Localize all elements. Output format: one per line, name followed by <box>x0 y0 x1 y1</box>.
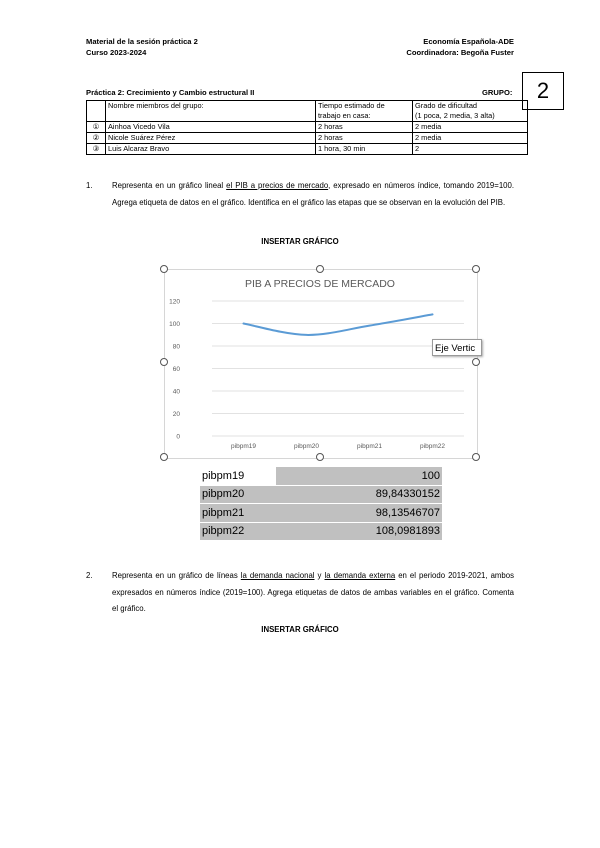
member-time[interactable]: 1 hora, 30 min <box>316 144 413 155</box>
member-difficulty[interactable]: 2 <box>413 144 528 155</box>
question-2-mid: y <box>314 571 325 580</box>
data-label[interactable]: pibpm20 <box>200 485 276 504</box>
data-value[interactable]: 100 <box>276 467 442 485</box>
resize-handle-top-right[interactable] <box>472 265 480 273</box>
header-course: Curso 2023-2024 <box>86 48 147 57</box>
members-table <box>86 100 528 155</box>
data-value[interactable]: 108,0981893 <box>276 522 442 541</box>
table-row <box>200 522 442 541</box>
member-name[interactable]: Luis Alcaraz Bravo <box>106 144 316 155</box>
table-row <box>87 133 528 144</box>
question-2-post: en el periodo 2019-2021, ambos expresados en números índice (2019=100). Agrega etiquetas de datos de ambas variables en el gráfico. Comenta el gráfico. <box>112 571 514 613</box>
question-1-pre: Representa en un gráfico lineal <box>112 181 227 190</box>
header-name-cell: Nombre miembros del grupo: <box>106 101 316 122</box>
data-label[interactable]: pibpm19 <box>200 467 276 485</box>
header-number-cell <box>87 101 106 122</box>
data-value[interactable]: 98,13546707 <box>276 504 442 523</box>
y-tick-label: 20 <box>172 411 180 418</box>
header-time-cell <box>316 101 413 122</box>
row-number: ③ <box>87 144 106 155</box>
data-label[interactable]: pibpm21 <box>200 504 276 523</box>
table-row <box>200 504 442 523</box>
chart-x-ticks <box>231 443 445 450</box>
members-header-row <box>87 101 528 122</box>
resize-handle-middle-right[interactable] <box>472 358 480 366</box>
row-number: ② <box>87 133 106 144</box>
y-tick-label: 60 <box>172 366 180 373</box>
member-time[interactable]: 2 horas <box>316 122 413 133</box>
resize-handle-bottom-middle[interactable] <box>316 453 324 461</box>
question-2-underline-2: la demanda externa <box>324 571 396 580</box>
question-2-underline-1: la demanda nacional <box>240 571 315 580</box>
header-difficulty-line2: (1 poca, 2 media, 3 alta) <box>415 111 495 120</box>
chart-series-pib[interactable] <box>244 314 433 335</box>
header-difficulty-cell <box>413 101 528 122</box>
y-tick-label: 100 <box>169 321 180 328</box>
x-tick-label: pibpm20 <box>294 443 319 450</box>
resize-handle-top-left[interactable] <box>160 265 168 273</box>
header-subject: Economía Española-ADE <box>423 37 514 46</box>
header-coordinator: Coordinadora: Begoña Fuster <box>406 48 514 57</box>
y-tick-label: 40 <box>172 388 180 396</box>
question-1-post: , expresado en números índice, tomando 2019=100. Agrega etiqueta de datos en el gráfico. Identifica en el gráfico las etapas que se observan en la evolución del PIB. <box>112 181 514 207</box>
question-2 <box>86 568 514 618</box>
y-tick-label: 80 <box>172 343 180 351</box>
resize-handle-bottom-left[interactable] <box>160 453 168 461</box>
member-name[interactable]: Nicole Suárez Pérez <box>106 133 316 144</box>
data-value[interactable]: 89,84330152 <box>276 485 442 504</box>
table-row <box>87 144 528 155</box>
header-left <box>86 36 198 58</box>
table-row <box>87 122 528 133</box>
chart-title: PIB A PRECIOS DE MERCADO <box>245 278 395 290</box>
series-line-pib[interactable] <box>244 314 433 335</box>
member-difficulty[interactable]: 2 media <box>413 133 528 144</box>
chart-y-ticks <box>169 299 180 441</box>
x-tick-label: pibpm21 <box>357 443 382 450</box>
question-1-underline: el PIB a precios de mercado <box>226 181 329 190</box>
group-label: GRUPO: <box>482 88 513 97</box>
practice-title: Práctica 2: Crecimiento y Cambio estructural II <box>86 88 255 97</box>
resize-handle-top-middle[interactable] <box>316 265 324 273</box>
question-2-pre: Representa en un gráfico de líneas <box>112 571 241 580</box>
header-material: Material de la sesión práctica 2 <box>86 37 198 46</box>
table-row <box>200 485 442 504</box>
member-difficulty[interactable]: 2 media <box>413 122 528 133</box>
pib-chart[interactable] <box>164 269 476 457</box>
y-tick-label: 120 <box>169 298 180 306</box>
axis-tooltip: Eje Vertic <box>432 339 482 356</box>
row-number: ① <box>87 122 106 133</box>
insert-chart-label-1: INSERTAR GRÁFICO <box>261 237 339 246</box>
header-time-line1: Tiempo estimado de <box>318 101 385 110</box>
question-1 <box>86 178 514 211</box>
member-name[interactable]: Ainhoa Vicedo Vila <box>106 122 316 133</box>
insert-chart-label-2: INSERTAR GRÁFICO <box>261 625 339 634</box>
header-difficulty-line1: Grado de dificultad <box>415 101 478 110</box>
x-tick-label: pibpm22 <box>420 443 445 450</box>
x-tick-label: pibpm19 <box>231 443 256 450</box>
resize-handle-middle-left[interactable] <box>160 358 168 366</box>
table-row <box>200 467 442 485</box>
header-right <box>406 36 514 58</box>
question-2-number: 2. <box>86 571 93 580</box>
data-label[interactable]: pibpm22 <box>200 522 276 541</box>
chart-gridlines <box>212 301 464 436</box>
pib-data-table <box>200 467 442 541</box>
group-number-box[interactable]: 2 <box>522 72 564 110</box>
member-time[interactable]: 2 horas <box>316 133 413 144</box>
question-1-number: 1. <box>86 181 93 190</box>
resize-handle-bottom-right[interactable] <box>472 453 480 461</box>
header-time-line2: trabajo en casa: <box>318 111 371 120</box>
y-tick-label: 0 <box>176 433 180 441</box>
